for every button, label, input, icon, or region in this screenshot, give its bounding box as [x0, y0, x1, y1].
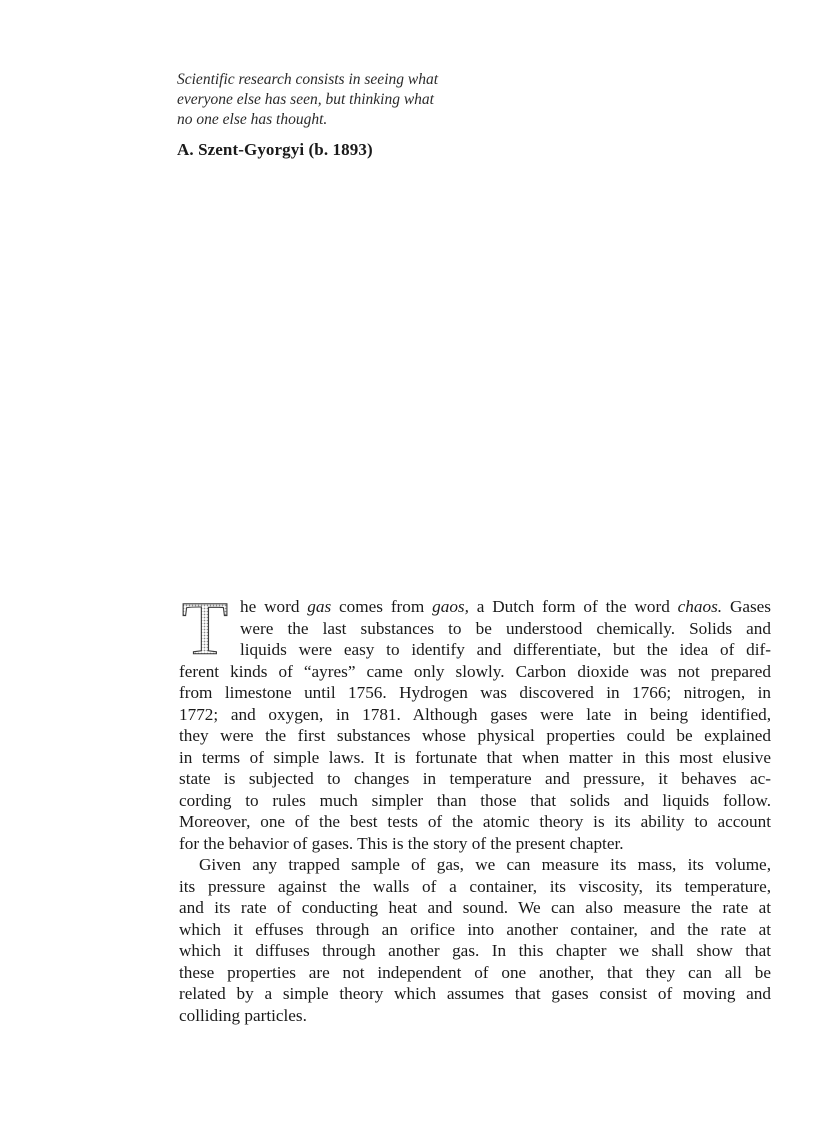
- paragraph-line: which it diffuses through another gas. In this chapter we shall show that: [179, 941, 771, 960]
- epigraph-author: A. Szent-Gyorgyi (b. 1893): [177, 140, 373, 159]
- epigraph-line: everyone else has seen, but thinking what: [177, 91, 434, 108]
- epigraph-line: no one else has thought.: [177, 111, 328, 128]
- epigraph-quote: [177, 70, 507, 130]
- paragraph-line: he word gas comes from gaos, a Dutch form of the word chaos. Gases: [240, 597, 771, 616]
- paragraph-line: were the last substances to be understood chemically. Solids and: [240, 618, 771, 638]
- paragraph-line: related by a simple theory which assumes that gases consist of moving and: [179, 984, 771, 1003]
- chapter-body: [179, 596, 771, 1026]
- paragraph-line: state is subjected to changes in temperature and pressure, it behaves ac-: [179, 769, 771, 788]
- paragraph-line: in terms of simple laws. It is fortunate that when matter in this most elusive: [179, 747, 771, 767]
- drop-cap: [179, 598, 231, 656]
- paragraph-line: these properties are not independent of one another, that they can all be: [179, 962, 771, 982]
- paragraph-line: they were the first substances whose physical properties could be explained: [179, 726, 771, 745]
- paragraph-line: Moreover, one of the best tests of the atomic theory is its ability to account: [179, 812, 771, 831]
- paragraph-line: which it effuses through an orifice into another container, and the rate at: [179, 919, 771, 939]
- paragraph-line: its pressure against the walls of a container, its viscosity, its temperature,: [179, 876, 771, 896]
- paragraph-line: cording to rules much simpler than those that solids and liquids follow.: [179, 790, 771, 810]
- paragraph-line: from limestone until 1756. Hydrogen was discovered in 1766; nitrogen, in: [179, 683, 771, 702]
- paragraph-line: Given any trapped sample of gas, we can measure its mass, its volume,: [199, 855, 771, 874]
- epigraph-line: Scientific research consists in seeing what: [177, 71, 439, 88]
- drop-cap-letter: T: [181, 598, 229, 656]
- epigraph: [177, 70, 507, 160]
- paragraph-line: and its rate of conducting heat and sound. We can also measure the rate at: [179, 898, 771, 917]
- paragraph-line: for the behavior of gases. This is the story of the present chapter.: [179, 833, 624, 853]
- paragraph-line: ferent kinds of “ayres” came only slowly. Carbon dioxide was not prepared: [179, 661, 771, 681]
- paragraph-line: liquids were easy to identify and differentiate, but the idea of dif-: [240, 640, 771, 659]
- paragraph-line: 1772; and oxygen, in 1781. Although gases were late in being identified,: [179, 704, 771, 724]
- paragraph-line: colliding particles.: [179, 1005, 307, 1025]
